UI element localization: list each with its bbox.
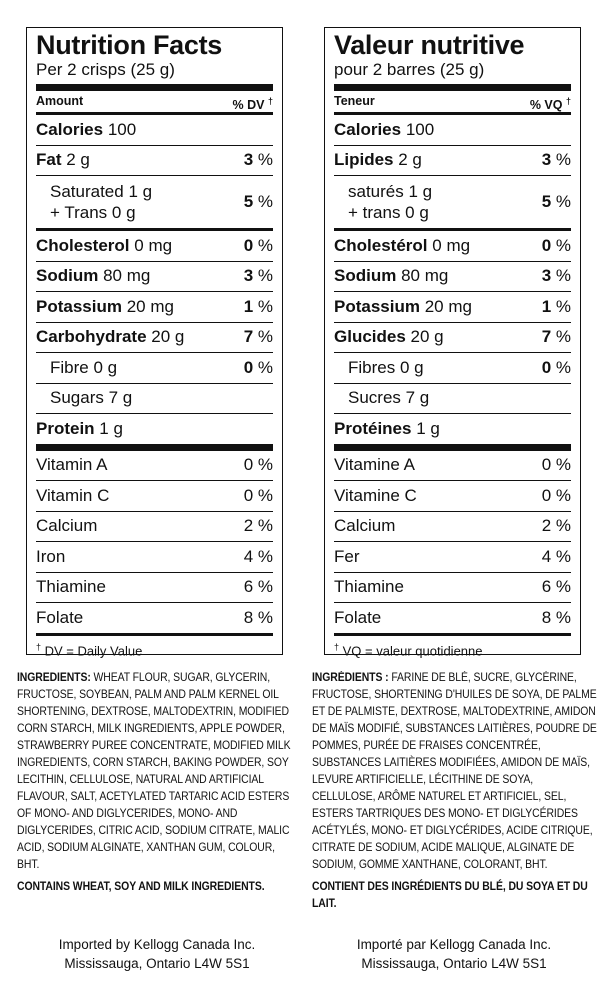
footnote: † DV = Daily Value xyxy=(36,641,143,658)
vitamin-row: Calcium 2 % xyxy=(36,516,273,536)
saturated-trans-row: saturés 1 g + trans 0 g 5 % xyxy=(348,182,571,222)
vitamin-row: Folate 8 % xyxy=(36,607,273,627)
vitamin-row: Folate 8 % xyxy=(334,607,571,627)
potassium-row: Potassium 20 mg 1 % xyxy=(334,296,571,316)
vitamin-list xyxy=(334,451,571,633)
vitamin-list xyxy=(36,451,273,633)
cholesterol-row: Cholesterol 0 mg 0 % xyxy=(36,235,273,255)
allergen-statement: CONTAINS WHEAT, SOY AND MILK INGREDIENTS. xyxy=(17,880,265,893)
panel-title: Nutrition Facts xyxy=(36,30,223,60)
ingredients-en xyxy=(17,669,298,895)
sodium-row: Sodium 80 mg 3 % xyxy=(36,266,273,286)
importer-fr: Importé par Kellogg Canada Inc. Mississauga, Ontario L4W 5S1 xyxy=(356,937,552,971)
protein-row: Protéines 1 g xyxy=(334,418,440,438)
fibre-row: Fibre 0 g 0 % xyxy=(50,357,273,377)
nutrition-facts-panel-en xyxy=(26,27,283,658)
fibre-row: Fibres 0 g 0 % xyxy=(348,357,571,377)
potassium-row: Potassium 20 mg 1 % xyxy=(36,296,273,316)
ingredients-text: INGRÉDIENTS : FARINE DE BLÉ, SUCRE, GLYCÉRINE, FRUCTOSE, SHORTENING D'HUILES DE SOYA, DE PALME ET DE PALMISTE, DEXTROSE, MALTODEXTRINE, AMIDON DE MAÏS MODIFIÉ, SUBSTANCES LAITIÈRES, POUDRE DE POMMES, PURÉE DE FRAISES CONCENTRÉE, SUBSTANCES LAITIÈRES MODIFIÉES, AMIDON DE MAÏS, LEVURE ARTIFICIELLE, LÉCITHINE DE SOYA, CELLULOSE, ARÔME NATUREL ET ARTIFICIEL, SEL, ESTERS TARTRIQUES DES MONO- ET DIGLYCÉRIDES ACÉTYLÉS, MONO- ET DIGLYCÉRIDES, ACIDE CITRIQUE, CITRATE DE SODIUM, ACIDE MALIQUE, ALGINATE DE SODIUM, GOMME XANTHANE, COLORANT, BHT. xyxy=(312,671,597,871)
vitamin-row: Iron 4 % xyxy=(36,546,273,566)
panel-title: Valeur nutritive xyxy=(334,30,525,60)
serving-size: Per 2 crisps (25 g) xyxy=(36,60,175,79)
calories-row: Calories 100 xyxy=(334,119,435,139)
nutrition-facts-panel-fr xyxy=(324,27,581,658)
vitamin-row: Vitamine A 0 % xyxy=(334,455,571,475)
footnote: † VQ = valeur quotidienne xyxy=(334,641,483,658)
serving-size: pour 2 barres (25 g) xyxy=(334,60,485,79)
vitamin-row: Vitamine C 0 % xyxy=(334,485,571,505)
carbohydrate-row: Carbohydrate 20 g 7 % xyxy=(36,327,273,347)
amount-header: Amount xyxy=(36,94,84,108)
protein-row: Protein 1 g xyxy=(36,418,123,438)
column-header xyxy=(36,91,273,112)
vitamin-row: Thiamine 6 % xyxy=(334,577,571,597)
vitamin-row: Vitamin C 0 % xyxy=(36,485,273,505)
fat-row: Lipides 2 g 3 % xyxy=(334,150,571,170)
carbohydrate-row: Glucides 20 g 7 % xyxy=(334,327,571,347)
cholesterol-row: Cholestérol 0 mg 0 % xyxy=(334,235,571,255)
dv-header: % VQ † xyxy=(529,96,571,113)
calories-row: Calories 100 xyxy=(36,119,137,139)
sugars-row: Sucres 7 g xyxy=(348,388,430,408)
amount-header: Teneur xyxy=(334,94,375,108)
vitamin-row: Fer 4 % xyxy=(334,546,571,566)
column-header xyxy=(334,91,571,112)
sugars-row: Sugars 7 g xyxy=(50,388,133,408)
allergen-statement: CONTIENT DES INGRÉDIENTS DU BLÉ, DU SOYA ET DU LAIT. xyxy=(312,880,588,910)
ingredients-text: INGREDIENTS: WHEAT FLOUR, SUGAR, GLYCERIN, FRUCTOSE, SOYBEAN, PALM AND PALM KERNEL OIL SHORTENING, DEXTROSE, MALTODEXTRIN, MODIFIED CORN STARCH, MILK INGREDIENTS, APPLE POWDER, STRAWBERRY PUREE CONCENTRATE, MODIFIED MILK INGREDIENTS, CORN STARCH, BAKING POWDER, SOY LECITHIN, CELLULOSE, NATURAL AND ARTIFICIAL FLAVOUR, SALT, ACETYLATED TARTARIC ACID ESTERS OF MONO- AND DIGLYCERIDES, MONO- AND DIGLYCERIDES, CITRIC ACID, SODIUM CITRATE, MALIC ACID, SODIUM ALGINATE, XANTHAN GUM, COLOUR, BHT. xyxy=(17,671,291,871)
ingredients-fr xyxy=(312,669,598,912)
saturated-trans-row: Saturated 1 g + Trans 0 g 5 % xyxy=(50,182,273,222)
sodium-row: Sodium 80 mg 3 % xyxy=(334,266,571,286)
vitamin-row: Thiamine 6 % xyxy=(36,577,273,597)
vitamin-row: Vitamin A 0 % xyxy=(36,455,273,475)
vitamin-row: Calcium 2 % xyxy=(334,516,571,536)
importer-en: Imported by Kellogg Canada Inc. Mississauga, Ontario L4W 5S1 xyxy=(58,937,256,971)
dv-header: % DV † xyxy=(232,96,273,113)
fat-row: Fat 2 g 3 % xyxy=(36,150,273,170)
